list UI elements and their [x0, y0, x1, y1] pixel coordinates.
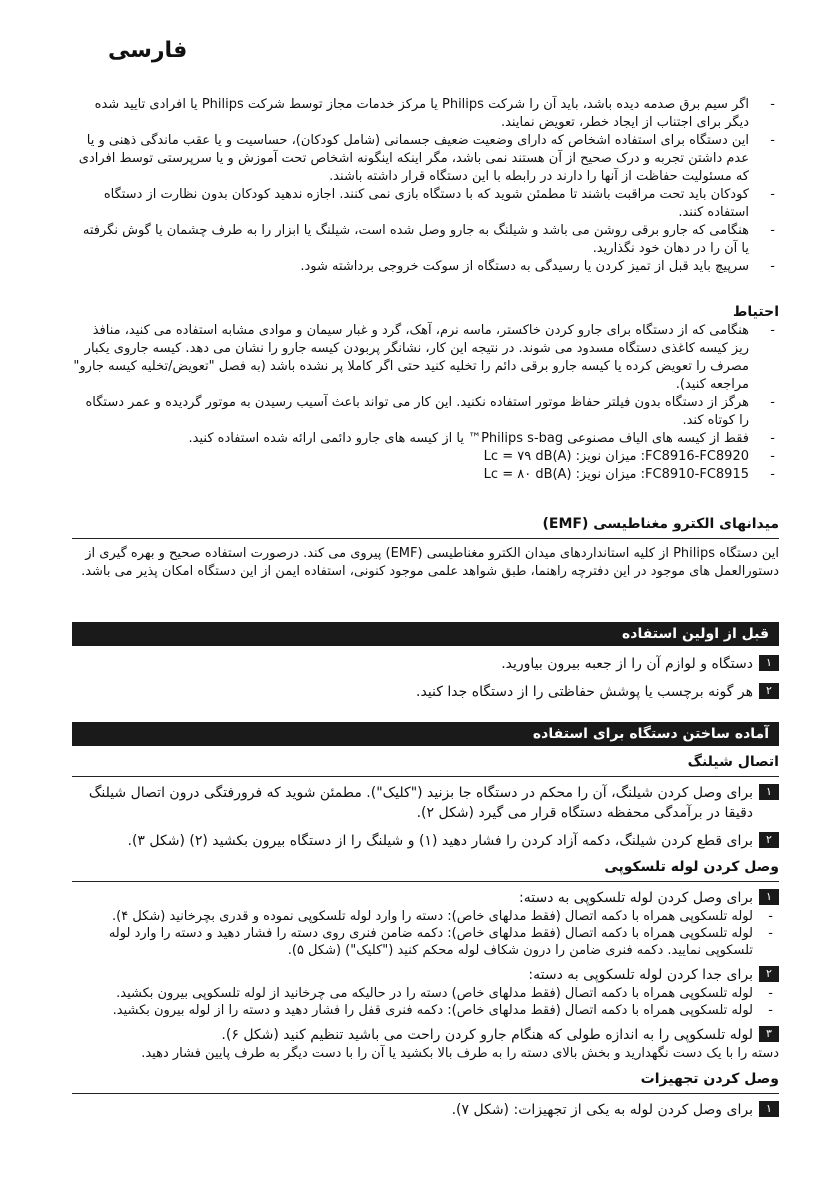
- emf-heading: میدانهای الکترو مغناطیسی (EMF): [542, 516, 779, 532]
- sub-item: - لوله تلسکوپی همراه با دکمه اتصال (فقط مدلهای خاص): دکمه ضامن فنری روی دسته را فشار دهید و دسته را وارد لوله تلسکوپی نمایید. دکمه فنری ضامن را درون شکاف لوله محکم کنید ("کلیک") (شکل ۵).: [108, 926, 773, 958]
- divider: [72, 881, 779, 882]
- divider: [72, 538, 779, 539]
- language-title: فارسی: [108, 38, 188, 63]
- step-number: ۱: [759, 1101, 779, 1117]
- step-number: ۲: [759, 966, 779, 982]
- before-first-use-section: [72, 622, 779, 702]
- warning-item: - این دستگاه برای استفاده اشخاص که دارای وضعیت ضعیف جسمانی (شامل کودکان)، حساسیت و یا عقب ماندگی ذهنی و یا عدم داشتن تجربه و درک صحیح از آن هستند نمی باشد، مگر اینکه اینگونه اشخاص تحت آموزش و یا سرپرستی توسط افرادی که مسئولیت حفاظت از آنها را دارند در رابطه با این دستگاه قرار داشته باشند.: [78, 133, 775, 184]
- step-item: ۱ برای وصل کردن لوله تلسکوپی به دسته:: [72, 888, 779, 908]
- noise-level-item: - FC8910-FC8915: میزان نویز: Lc = ۸۰ dB(A): [483, 467, 775, 482]
- preparing-section: [72, 722, 779, 1120]
- sub-item: - لوله تلسکوپی همراه با دکمه اتصال (فقط مدلهای خاص): دسته را وارد لوله تلسکوپی نموده و قدری بچرخانید (شکل ۴).: [111, 909, 773, 924]
- step-number: ۲: [759, 832, 779, 848]
- tube-heading: وصل کردن لوله تلسکوپی: [604, 859, 779, 875]
- step-item: ۱ برای وصل کردن لوله به یکی از تجهیزات: (شکل ۷).: [72, 1100, 779, 1120]
- caution-section: [72, 302, 779, 484]
- step-item: ۳ لوله تلسکوپی را به اندازه طولی که هنگام جارو کردن راحت می باشید تنظیم کنید (شکل ۶).: [72, 1025, 779, 1045]
- step-item: ۱ دستگاه و لوازم آن را از جعبه بیرون بیاورید.: [72, 654, 779, 674]
- step-number: ۳: [759, 1026, 779, 1042]
- step-item: ۲ برای جدا کردن لوله تلسکوپی به دسته:: [72, 965, 779, 985]
- caution-item: - هنگامی که از دستگاه برای جارو کردن خاکستر، ماسه نرم، آهک، گرد و غبار سیمان و موادی مشابه استفاده می کنید، منافذ ریز کیسه کاغذی دستگاه مسدود می شوند. در نتیجه این کار، نشانگر پربودن کیسه جارو را نشان می دهد. کیسه جاروی یکبار مصرف را تعویض کرده یا کیسه جارو برقی دائم را تخلیه کنید حتی اگر کاملا پر نشده باشد (به فصل "تعویض/تخلیه کیسه جارو" مراجعه کنید).: [73, 323, 775, 392]
- caution-heading: احتیاط: [732, 304, 779, 320]
- step-number: ۱: [759, 784, 779, 800]
- warnings-list: [72, 96, 779, 276]
- caution-item: - هرگز از دستگاه بدون فیلتر حفاظ موتور استفاده نکنید. این کار می تواند باعث آسیب رسیدن به موتور گردیده و عمر دستگاه را کوتاه کند.: [85, 395, 775, 428]
- step-item: ۲ برای قطع کردن شیلنگ، دکمه آزاد کردن را فشار دهید (۱) و شیلنگ را از دستگاه بیرون بکشید (۲) (شکل ۳).: [72, 831, 779, 851]
- emf-section: [72, 514, 779, 581]
- step-number: ۲: [759, 683, 779, 699]
- sub-item: - لوله تلسکوپی همراه با دکمه اتصال (فقط مدلهای خاص) دسته را در حالیکه می چرخانید از لوله تلسکوپی بیرون بکشید.: [116, 986, 773, 1001]
- warning-item: - هنگامی که جارو برقی روشن می باشد و شیلنگ به جارو وصل شده است، شیلنگ یا ابزار را به طرف چشمان یا گوش نگرفته یا آن را در دهان خود نگذارید.: [82, 223, 775, 256]
- step-note: دسته را با یک دست نگهدارید و بخش بالای دسته را به طرف بالا بکشید یا آن را با دست دیگر به طرف پایین فشار دهید.: [141, 1046, 779, 1061]
- section-bar-before-first-use: قبل از اولین استفاده: [72, 622, 779, 646]
- step-item: ۲ هر گونه برچسب یا پوشش حفاظتی را از دستگاه جدا کنید.: [72, 682, 779, 702]
- step-number: ۱: [759, 889, 779, 905]
- caution-item: - فقط از کیسه های الیاف مصنوعی Philips s-bag™ یا از کیسه های جارو دائمی ارائه شده استفاده کنید.: [188, 431, 775, 446]
- hose-heading: اتصال شیلنگ: [687, 754, 779, 770]
- noise-level-item: - FC8916-FC8920: میزان نویز: Lc = ۷۹ dB(A): [483, 449, 775, 464]
- warning-item: - سرپیچ باید قبل از تمیز کردن یا رسیدگی به دستگاه از سوکت خروجی برداشته شود.: [300, 259, 775, 274]
- warning-item: - اگر سیم برق صدمه دیده باشد، باید آن را شرکت Philips یا مرکز خدمات مجاز توسط شرکت Philips یا افرادی تایید شده دیگر برای اجتناب از ایجاد خطر، تعویض نمایند.: [94, 97, 775, 130]
- warning-item: - کودکان باید تحت مراقبت باشند تا مطمئن شوید که با دستگاه بازی نمی کنند. اجازه ندهید کودکان بدون نظارت از دستگاه استفاده کنند.: [103, 187, 775, 220]
- divider: [72, 1093, 779, 1094]
- section-bar-preparing: آماده ساختن دستگاه برای استفاده: [72, 722, 779, 746]
- emf-text: این دستگاه Philips از کلیه استانداردهای میدان الکترو مغناطیسی (EMF) پیروی می کند. درصورت استفاده صحیح و بهره گیری از دستورالعمل های موجود در این دفترچه راهنما، طبق شواهد علمی موجود کنونی، استفاده ایمن از این دستگاه امکان پذیر می باشد.: [81, 546, 779, 579]
- step-item: ۱ برای وصل کردن شیلنگ، آن را محکم در دستگاه جا بزنید ("کلیک"). مطمئن شوید که فرورفتگی درون اتصال شیلنگ دقیقا در برآمدگی محفظه دستگاه قرار می گیرد (شکل ۲).: [72, 783, 779, 823]
- accessories-heading: وصل کردن تجهیزات: [640, 1071, 779, 1087]
- sub-item: - لوله تلسکوپی همراه با دکمه اتصال (فقط مدلهای خاص): دکمه فنری قفل را فشار دهید و دسته را از لوله بیرون بکشید.: [112, 1003, 773, 1018]
- step-number: ۱: [759, 655, 779, 671]
- divider: [72, 776, 779, 777]
